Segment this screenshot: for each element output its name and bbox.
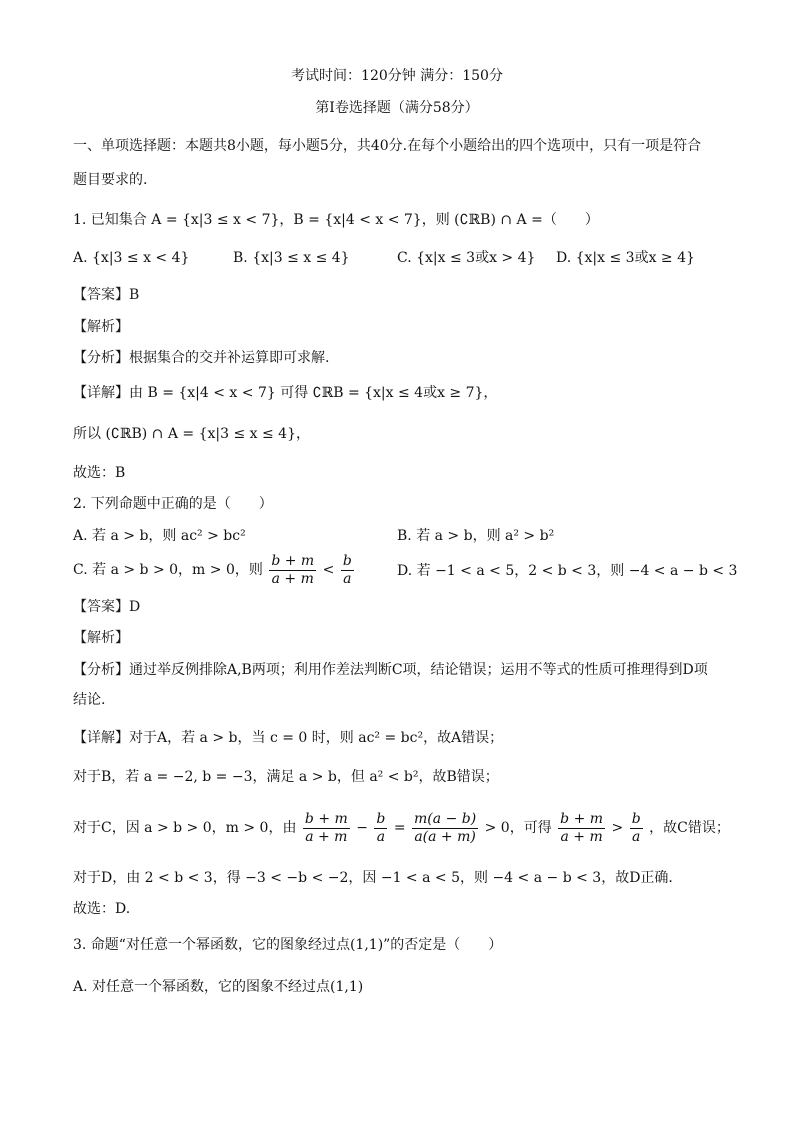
fraction-numerator: b (376, 810, 386, 827)
fraction-denominator: a (631, 828, 641, 845)
q1-answer: 【答案】B (73, 287, 140, 303)
q2-detail-c-fraction-2 (374, 811, 387, 846)
q2-detail-c-fraction-3 (412, 811, 478, 846)
q2-option-c-fraction-2 (341, 553, 354, 588)
greater-than-sign: > (611, 820, 624, 836)
fraction-denominator: a + m (560, 828, 603, 845)
q1-option-a: A. {x|3 ≤ x < 4} (73, 250, 190, 266)
q2-detail-d: 对于D，由 2 < b < 3，得 −3 < −b < −2，因 −1 < a < 5，则 −4 < a − b < 3，故D正确. (73, 870, 673, 886)
q2-option-c-fraction-1 (269, 553, 316, 588)
q1-option-d: D. {x|x ≤ 3或x ≥ 4} (556, 250, 695, 266)
fraction-numerator: b (342, 552, 352, 569)
q1-fenxi: 【分析】根据集合的交并补运算即可求解. (73, 350, 330, 366)
q2-detail-b: 对于B，若 a = −2, b = −3，满足 a > b，但 a² < b²，故B错误； (73, 769, 499, 785)
equals-sign: = (393, 820, 406, 836)
q2-detail-c-fraction-4 (558, 811, 605, 846)
minus-sign: − (356, 820, 368, 836)
less-than-sign: < (322, 562, 335, 578)
q3-stem: 3. 命题“对任意一个幂函数，它的图象经过点(1,1)”的否定是（ ） (73, 937, 503, 953)
q1-detail-line1: 【详解】由 B = {x|4 < x < 7} 可得 ∁ℝB = {x|x ≤ 4或x ≥ 7}， (73, 385, 498, 401)
q1-detail-line2: 所以 (∁ℝB) ∩ A = {x|3 ≤ x ≤ 4}， (73, 426, 310, 442)
q2-detail-c-mid: > 0，可得 (484, 820, 552, 836)
q2-option-b: B. 若 a > b，则 a² > b² (397, 528, 555, 544)
fraction-denominator: a(a + m) (414, 828, 476, 845)
q2-detail-c-fraction-1 (303, 811, 350, 846)
q2-option-d: D. 若 −1 < a < 5，2 < b < 3，则 −4 < a − b < 3 (397, 563, 738, 579)
fraction-denominator: a (343, 570, 352, 587)
q2-option-c (73, 552, 356, 588)
q2-detail-c-fraction-5 (630, 811, 643, 846)
fraction-denominator: a (376, 828, 386, 845)
q2-option-c-prefix: C. 若 a > b > 0，m > 0，则 (73, 562, 263, 578)
q1-option-c: C. {x|x ≤ 3或x > 4} (397, 250, 536, 266)
fraction-numerator: m(a − b) (414, 810, 477, 827)
q2-detail-c-suffix: ，故C错误； (649, 820, 730, 836)
fraction-numerator: b + m (271, 552, 315, 569)
q3-option-a: A. 对任意一个幂函数，它的图象不经过点(1,1) (73, 979, 364, 995)
section-instruction-line1: 一、单项选择题：本题共8小题，每小题5分，共40分.在每个小题给出的四个选项中，只有一项是符合 (73, 138, 702, 154)
q2-answer: 【答案】D (73, 599, 141, 615)
q2-option-a: A. 若 a > b，则 ac² > bc² (73, 528, 246, 544)
q1-analysis-label: 【解析】 (73, 319, 129, 335)
q1-stem: 1. 已知集合 A = {x|3 ≤ x < 7}，B = {x|4 < x < 7}，则 (∁ℝB) ∩ A =（ ） (73, 212, 599, 228)
fraction-numerator: b + m (304, 810, 348, 827)
q2-stem: 2. 下列命题中正确的是（ ） (73, 496, 273, 512)
fraction-numerator: b + m (560, 810, 604, 827)
q2-fenxi-line2: 结论. (73, 692, 106, 708)
fraction-numerator: b (631, 810, 641, 827)
fraction-denominator: a + m (271, 570, 314, 587)
q2-detail-c-prefix: 对于C，因 a > b > 0，m > 0，由 (73, 820, 297, 836)
q1-option-b: B. {x|3 ≤ x ≤ 4} (233, 250, 350, 266)
q1-conclusion: 故选：B (73, 465, 126, 481)
fraction-denominator: a + m (305, 828, 348, 845)
q2-analysis-label: 【解析】 (73, 630, 129, 646)
q2-conclusion: 故选：D. (73, 901, 131, 917)
section-instruction-line2: 题目要求的. (73, 172, 148, 188)
part-title: 第Ⅰ卷选择题（满分58分） (315, 100, 479, 116)
q2-fenxi-line1: 【分析】通过举反例排除A,B两项；利用作差法判断C项，结论错误；运用不等式的性质可推理得到D项 (73, 662, 708, 678)
q2-detail-a: 【详解】对于A，若 a > b，当 c = 0 时，则 ac² = bc²，故A错误； (73, 730, 504, 746)
exam-info: 考试时间：120分钟 满分：150分 (291, 68, 503, 84)
q2-detail-c (73, 808, 730, 848)
